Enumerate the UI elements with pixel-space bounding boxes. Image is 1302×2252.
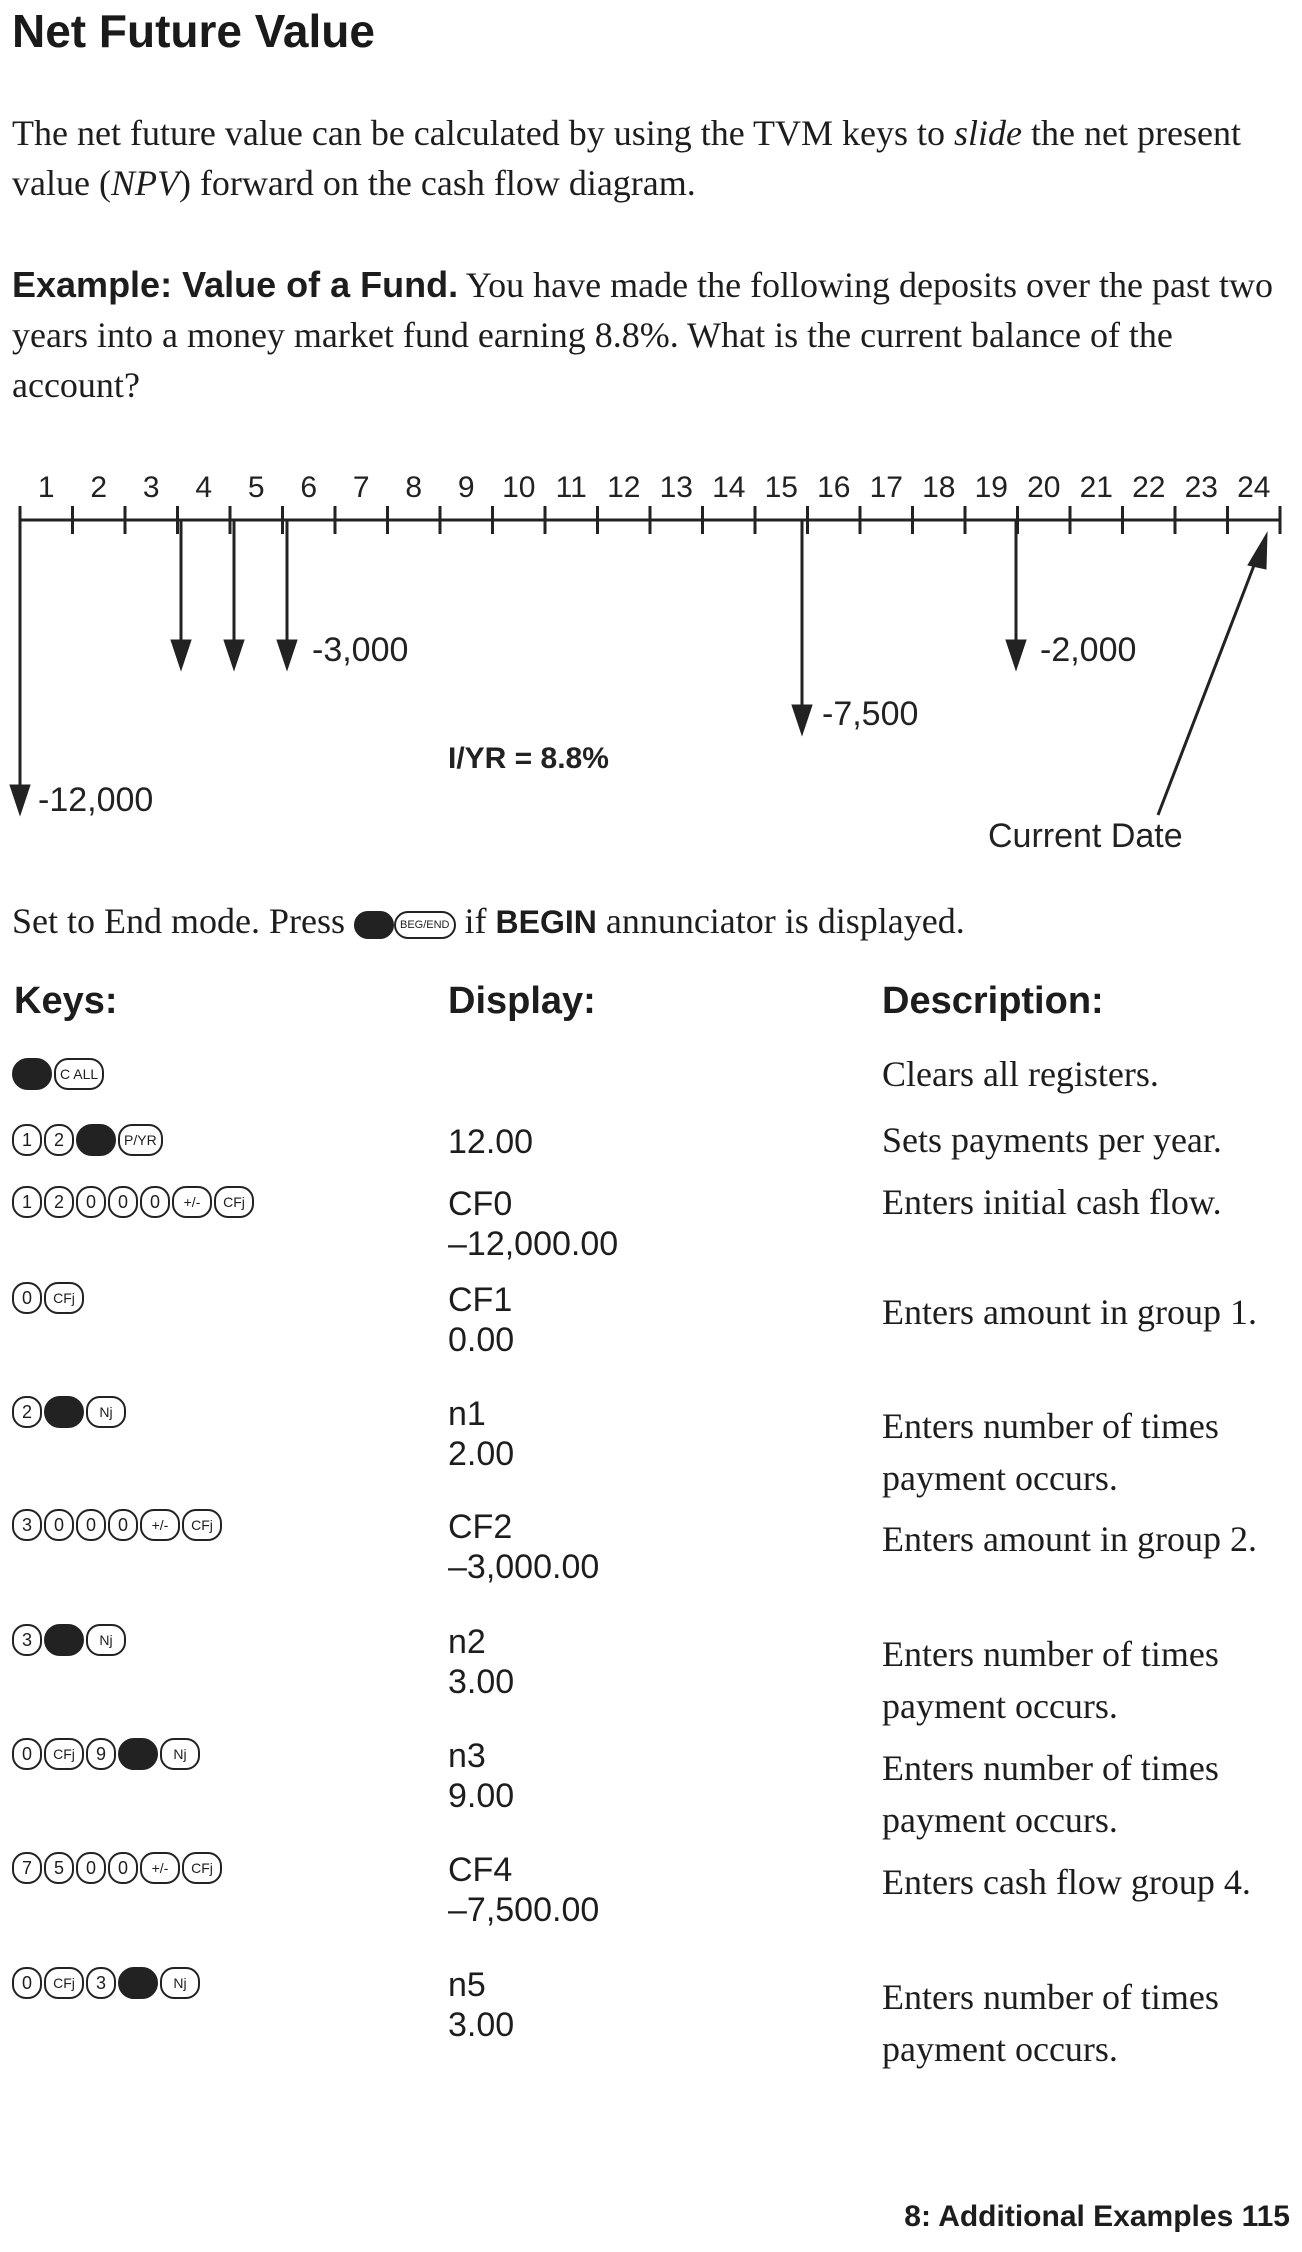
display-line-1: n2: [448, 1623, 486, 1661]
calculator-key: CFj: [182, 1509, 222, 1541]
intro-emphasis-slide: slide: [954, 113, 1023, 153]
period-label: 16: [817, 471, 851, 504]
display-line-2: –12,000.00: [448, 1225, 619, 1263]
begin-annunciator-label: BEGIN: [495, 904, 597, 940]
period-label: 11: [555, 471, 587, 504]
display-line-1: CF4: [448, 1851, 513, 1889]
intro-text: The net future value can be calculated by using the TVM keys to: [12, 113, 955, 153]
calculator-key: 1: [12, 1186, 42, 1218]
example-paragraph: [12, 260, 1287, 410]
calculator-key: +/-: [172, 1186, 212, 1218]
beg-end-key-icon: BEG/END: [394, 911, 456, 939]
calculator-key: CFj: [214, 1186, 254, 1218]
display-readout: [448, 1184, 618, 1264]
calculator-key: CFj: [44, 1738, 84, 1770]
calculator-key: 0: [12, 1967, 42, 1999]
period-labels: [38, 471, 1271, 504]
calculator-key: 0: [108, 1186, 138, 1218]
keystroke-sequence: [12, 1852, 222, 1884]
display-line-2: –3,000.00: [448, 1548, 600, 1586]
period-label: 12: [607, 471, 641, 504]
intro-text: ) forward on the cash flow diagram.: [178, 163, 696, 203]
description-column-header: Description:: [882, 980, 1104, 1022]
mode-text: if: [455, 901, 496, 941]
calculator-key: 5: [44, 1852, 74, 1884]
intro-emphasis-npv: NPV: [110, 163, 179, 203]
arrow-head: [792, 705, 812, 735]
arrow-head: [1248, 533, 1267, 569]
calculator-key: 2: [44, 1186, 74, 1218]
period-label: 18: [922, 471, 956, 504]
period-label: 7: [352, 471, 370, 504]
calculator-key: Nj: [160, 1738, 200, 1770]
timeline: [20, 506, 1280, 534]
calculator-key: 3: [12, 1624, 42, 1656]
shift-key-icon: [118, 1967, 158, 1999]
display-line-1: n5: [448, 1966, 486, 2004]
keys-column-header: Keys:: [14, 980, 118, 1022]
row-description: Enters amount in group 2.: [882, 1519, 1257, 1559]
keystroke-sequence: [12, 1282, 84, 1314]
period-label: 19: [974, 471, 1008, 504]
calculator-key: 1: [12, 1124, 42, 1156]
keystroke-sequence: [12, 1624, 126, 1656]
intro-paragraph: [12, 108, 1287, 208]
display-line-2: 0.00: [448, 1321, 515, 1359]
keystroke-sequence: [12, 1186, 254, 1218]
shift-key-icon: [354, 911, 394, 939]
calculator-key: 2: [12, 1396, 42, 1428]
arrow-head: [10, 785, 30, 815]
current-date-pointer: [1158, 555, 1258, 815]
example-label: Example: Value of a Fund.: [12, 264, 459, 305]
shift-key-icon: [76, 1124, 116, 1156]
row-description: Sets payments per year.: [882, 1120, 1222, 1160]
row-description: Enters amount in group 1.: [882, 1292, 1257, 1332]
arrow-head: [1006, 640, 1026, 670]
calculator-key: 7: [12, 1852, 42, 1884]
display-line-1: n3: [448, 1737, 486, 1775]
mode-text: Set to End mode. Press: [12, 901, 354, 941]
shift-key-icon: [118, 1738, 158, 1770]
display-line-1: CF2: [448, 1508, 513, 1546]
display-readout: [448, 1507, 599, 1587]
display-readout: [448, 1122, 533, 1162]
period-label: 10: [502, 471, 536, 504]
display-line-1: CF1: [448, 1281, 513, 1319]
calculator-key: 0: [140, 1186, 170, 1218]
calculator-key: 0: [76, 1186, 106, 1218]
interest-rate-label: I/YR = 8.8%: [448, 742, 609, 775]
calculator-key: 0: [12, 1738, 42, 1770]
row-description: Enters number of times payment occurs.: [882, 1977, 1219, 2069]
shift-key-icon: [44, 1624, 84, 1656]
period-label: 21: [1079, 471, 1113, 504]
label-minus-12000: -12,000: [38, 781, 154, 819]
calculator-key: +/-: [140, 1852, 180, 1884]
display-readout: [448, 1850, 599, 1930]
period-label: 9: [457, 471, 475, 504]
mode-text: annunciator is displayed.: [596, 901, 965, 941]
display-line-2: 3.00: [448, 2006, 515, 2044]
calculator-key: Nj: [160, 1967, 200, 1999]
calculator-key: 0: [44, 1509, 74, 1541]
keystroke-sequence: [12, 1124, 163, 1156]
calculator-key: 3: [12, 1509, 42, 1541]
arrow-head: [277, 640, 297, 670]
period-label: 17: [869, 471, 903, 504]
label-minus-2000: -2,000: [1040, 631, 1137, 669]
label-minus-7500: -7,500: [822, 695, 919, 733]
display-readout: [448, 1622, 514, 1702]
period-label: 24: [1237, 471, 1271, 504]
display-readout: [448, 1965, 514, 2045]
cash-flow-diagram: [0, 455, 1302, 875]
display-line-1: 12.00: [448, 1123, 534, 1161]
display-line-1: n1: [448, 1395, 486, 1433]
arrow-head: [224, 640, 244, 670]
calculator-key: 9: [86, 1738, 116, 1770]
display-readout: [448, 1736, 514, 1816]
calculator-key: C ALL: [54, 1058, 104, 1090]
calculator-key: 2: [44, 1124, 74, 1156]
display-line-2: 9.00: [448, 1777, 515, 1815]
label-minus-3000: -3,000: [312, 631, 409, 669]
page-title: Net Future Value: [12, 5, 375, 57]
period-label: 22: [1132, 471, 1166, 504]
period-label: 1: [37, 471, 55, 504]
row-description: Enters cash flow group 4.: [882, 1862, 1251, 1902]
calculator-key: CFj: [44, 1282, 84, 1314]
period-label: 5: [247, 471, 265, 504]
period-label: 23: [1184, 471, 1218, 504]
period-label: 2: [90, 471, 108, 504]
calculator-key: CFj: [182, 1852, 222, 1884]
shift-key-icon: [12, 1058, 52, 1090]
calculator-key: 0: [76, 1509, 106, 1541]
example-text: You have made the following deposits over the past two years into a money market fund earning 8.8%. What is the current balance of the account?: [12, 265, 1273, 405]
calculator-key: Nj: [86, 1396, 126, 1428]
keystroke-sequence: [12, 1509, 222, 1541]
period-label: 8: [405, 471, 423, 504]
current-date-label: Current Date: [988, 817, 1183, 855]
calculator-key: 0: [76, 1852, 106, 1884]
display-readout: [448, 1280, 514, 1360]
display-line-2: 2.00: [448, 1435, 515, 1473]
display-line-2: 3.00: [448, 1663, 515, 1701]
calculator-key: 3: [86, 1967, 116, 1999]
period-label: 14: [712, 471, 746, 504]
display-column-header: Display:: [448, 980, 596, 1022]
period-label: 4: [195, 471, 213, 504]
calculator-key: Nj: [86, 1624, 126, 1656]
intro-text: the net present value (: [12, 113, 1241, 203]
calculator-key: 0: [108, 1509, 138, 1541]
display-line-2: –7,500.00: [448, 1891, 600, 1929]
calculator-key: CFj: [44, 1967, 84, 1999]
keystroke-sequence: [12, 1738, 200, 1770]
period-label: 6: [300, 471, 318, 504]
display-readout: [448, 1394, 514, 1474]
display-line-1: CF0: [448, 1185, 513, 1223]
page-footer: 8: Additional Examples 115: [904, 2200, 1290, 2233]
shift-key-icon: [44, 1396, 84, 1428]
keystroke-sequence: [12, 1396, 126, 1428]
period-label: 20: [1027, 471, 1061, 504]
calculator-key: 0: [12, 1282, 42, 1314]
calculator-key: 0: [108, 1852, 138, 1884]
keystroke-sequence: [12, 1967, 200, 1999]
row-description: Enters number of times payment occurs.: [882, 1748, 1219, 1840]
keystroke-sequence: [12, 1058, 104, 1090]
calculator-key: +/-: [140, 1509, 180, 1541]
period-label: 3: [142, 471, 160, 504]
mode-instruction: [12, 896, 1287, 947]
row-description: Clears all registers.: [882, 1054, 1159, 1094]
period-label: 15: [764, 471, 798, 504]
row-description: Enters number of times payment occurs.: [882, 1634, 1219, 1726]
period-label: 13: [659, 471, 693, 504]
arrow-head: [171, 640, 191, 670]
row-description: Enters number of times payment occurs.: [882, 1406, 1219, 1498]
calculator-key: P/YR: [118, 1124, 163, 1156]
row-description: Enters initial cash flow.: [882, 1182, 1222, 1222]
